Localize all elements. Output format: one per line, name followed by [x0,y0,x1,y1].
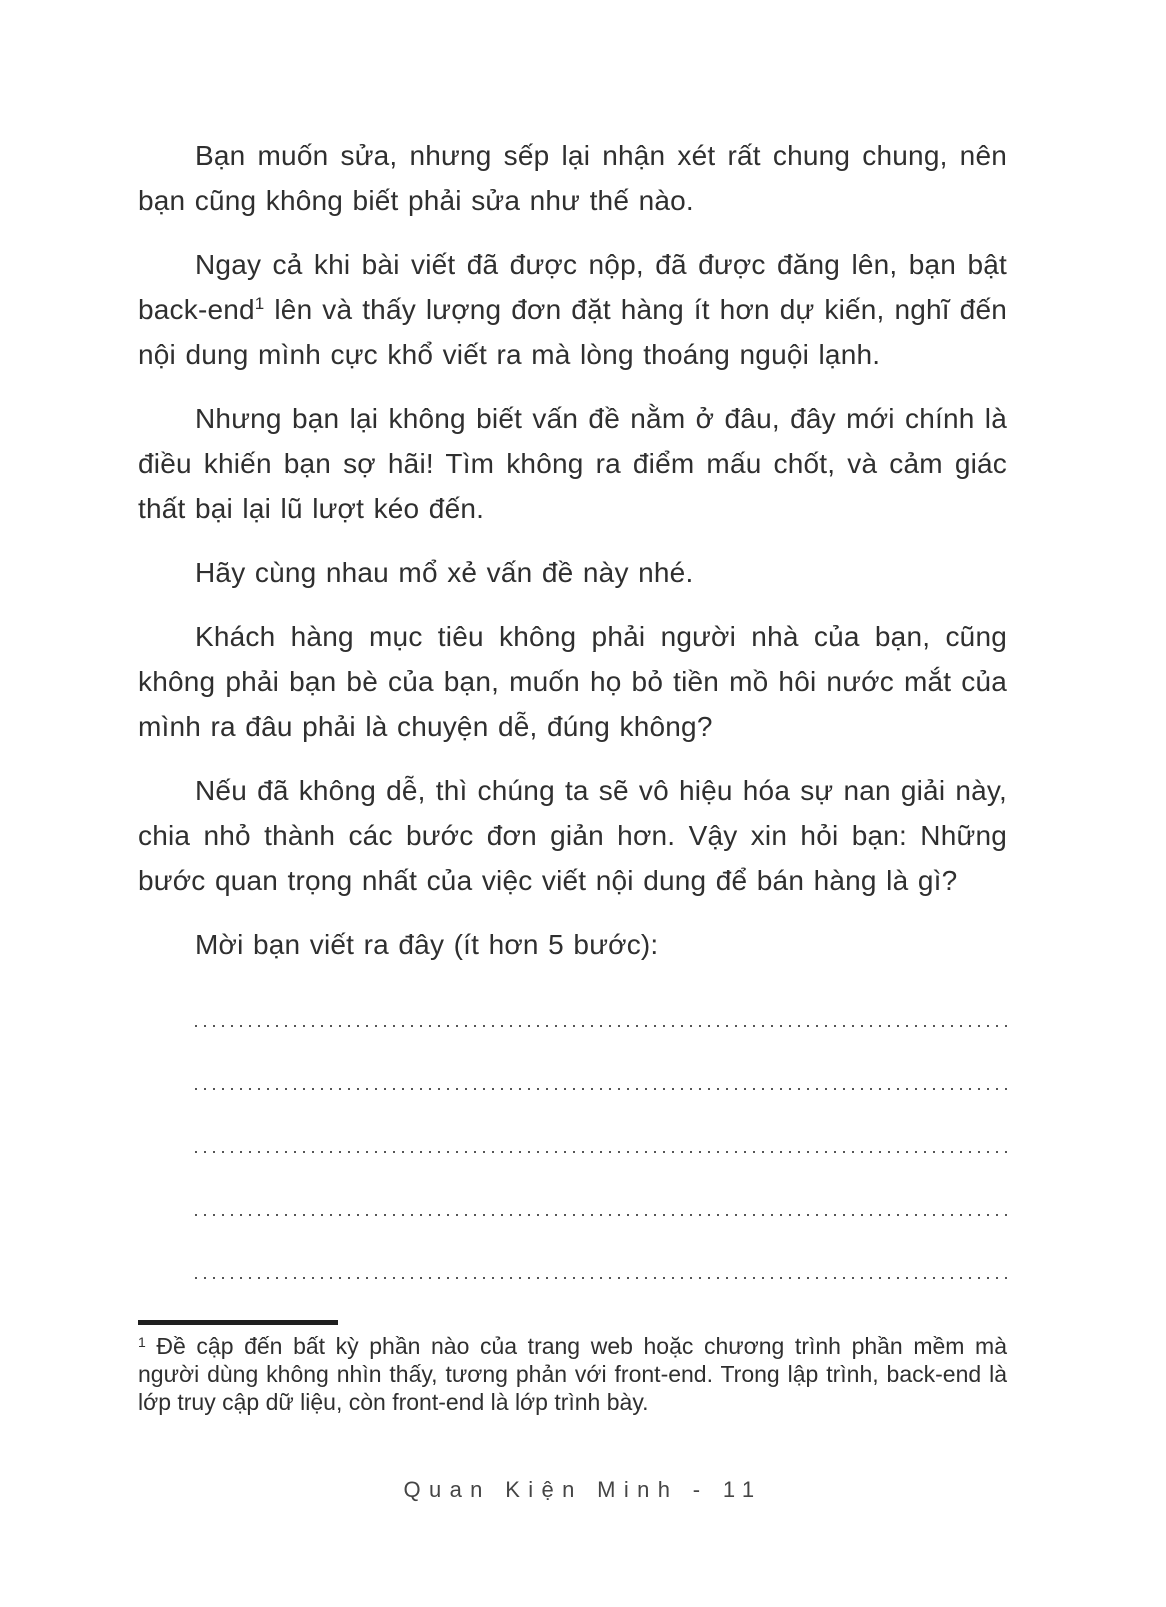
page-footer: Quan Kiện Minh - 11 [403,1477,763,1502]
dotted-answer-line [195,1157,1007,1220]
paragraph-4: Hãy cùng nhau mổ xẻ vấn đề này nhé. [195,557,694,588]
dotted-answer-line [195,1220,1007,1283]
footnote-reference-1: 1 [254,294,265,313]
paragraph-5: Khách hàng mục tiêu không phải người nhà của bạn, cũng không phải bạn bè của bạn, muốn họ bỏ tiền mồ hôi nước mắt của mình ra đâu phải là chuyện dễ, đúng không? [138,621,1007,742]
footnote-separator [138,1320,338,1325]
paragraph-2 [138,242,1007,377]
page-body [138,0,1007,1416]
dotted-answer-line [195,968,1007,1031]
paragraph-3: Nhưng bạn lại không biết vấn đề nằm ở đâu, đây mới chính là điều khiến bạn sợ hãi! Tìm không ra điểm mấu chốt, và cảm giác thất bại lại lũ lượt kéo đến. [138,403,1007,524]
write-prompt-paragraph: Mời bạn viết ra đây (ít hơn 5 bước): [195,929,659,960]
paragraph-2-text-before-ref: Ngay cả khi bài viết đã được nộp, đã được đăng lên, bạn bật back-end [138,249,1007,325]
footnote-text [138,1332,1007,1416]
footnote-marker-1: 1 [138,1334,146,1350]
paragraph-1: Bạn muốn sửa, nhưng sếp lại nhận xét rất chung chung, nên bạn cũng không biết phải sửa như thế nào. [138,140,1007,216]
dotted-answer-line [195,1031,1007,1094]
dotted-answer-line [195,1094,1007,1157]
paragraph-2-text-after-ref: lên và thấy lượng đơn đặt hàng ít hơn dự kiến, nghĩ đến nội dung mình cực khổ viết ra mà lòng thoáng nguội lạnh. [138,294,1007,370]
answer-lines [138,968,1007,1283]
paragraph-6: Nếu đã không dễ, thì chúng ta sẽ vô hiệu hóa sự nan giải này, chia nhỏ thành các bước đơn giản hơn. Vậy xin hỏi bạn: Những bước quan trọng nhất của việc viết nội dung để bán hàng là gì? [138,775,1007,896]
footnote-body: Đề cập đến bất kỳ phần nào của trang web hoặc chương trình phần mềm mà người dùng không nhìn thấy, tương phản với front-end. Trong lập trình, back-end là lớp truy cập dữ liệu, còn front-end là lớp trình bày. [138,1333,1007,1415]
